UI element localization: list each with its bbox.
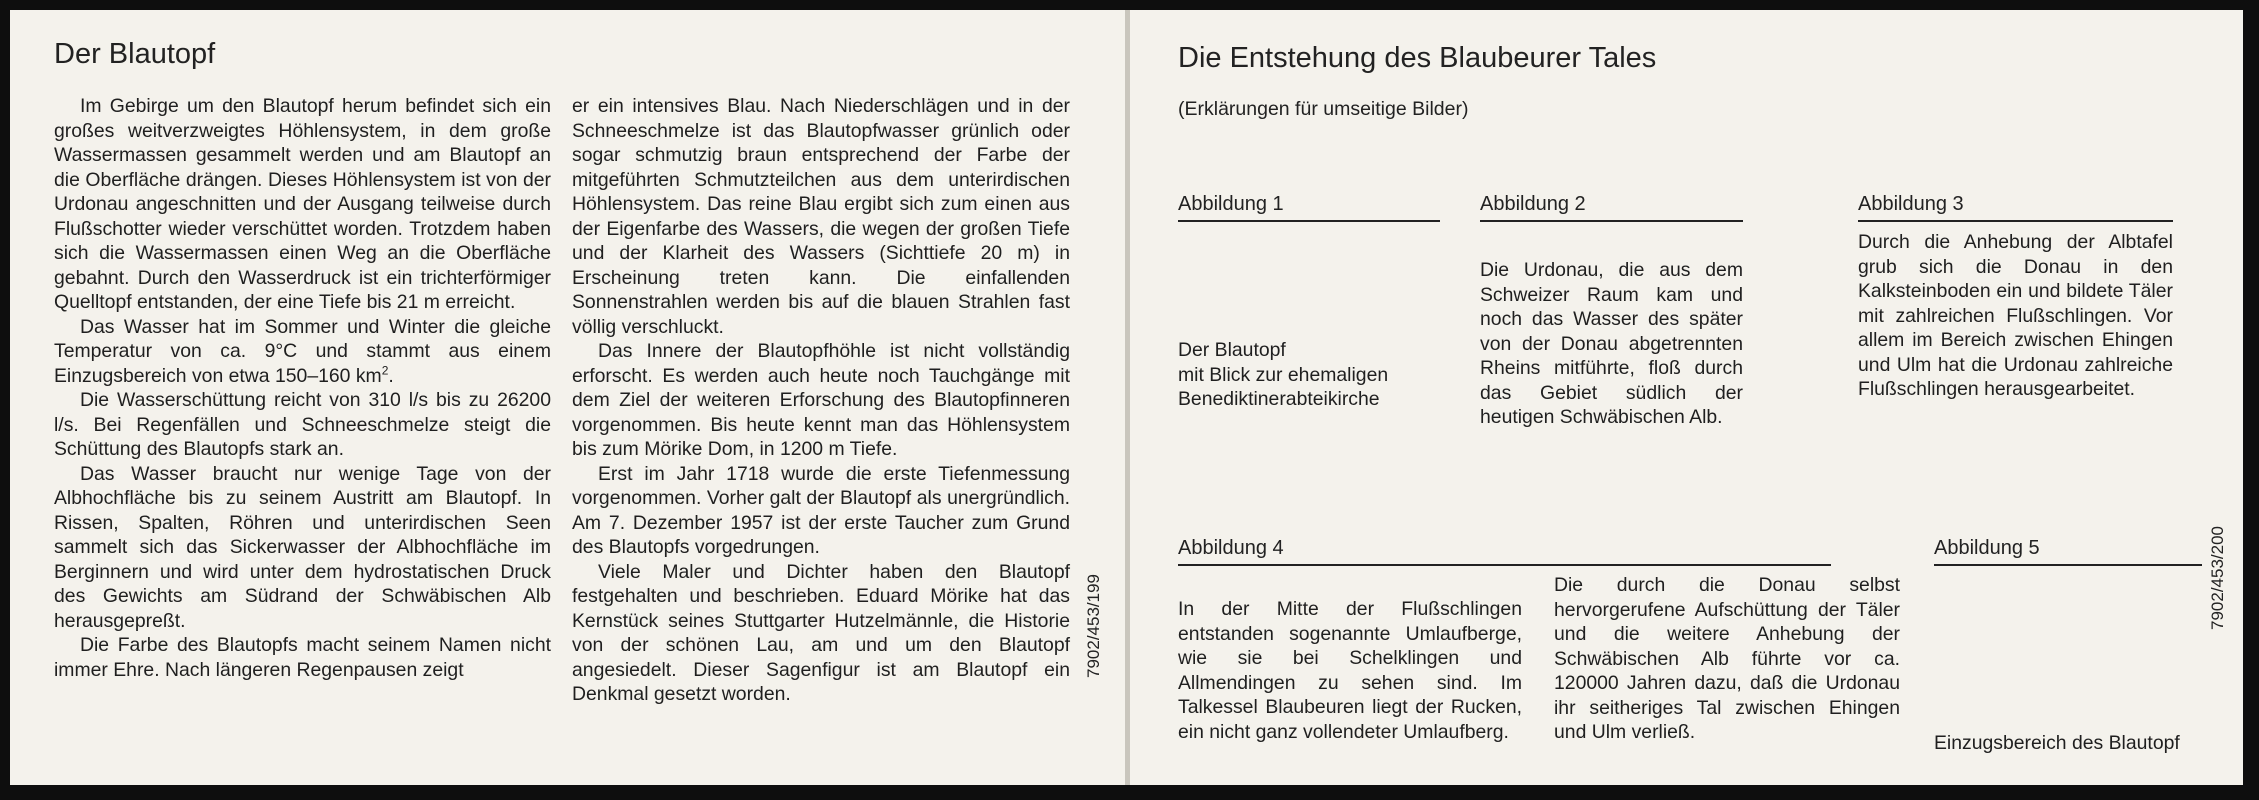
figure-2-caption: Die Urdonau, die aus dem Schweizer Raum kam und noch das Wasser des später von der Donau abgetrennten Rheins mitführte, floß durch das Gebiet südlich der heutigen Schwäbischen Alb. bbox=[1480, 259, 1743, 428]
paragraph: Viele Maler und Dichter haben den Blautopf festgehalten und beschrieben. Eduard Mörike hat das Kernstück seines Stuttgarter Hutzelmännle, die Historie von der schönen Lau, am und um den Blautopf angesiedelt. Dieser Sagenfigur ist am Blautopf ein Denkmal gesetzt worden. bbox=[572, 560, 1070, 705]
page-title: Der Blautopf bbox=[54, 38, 216, 70]
figure-5-caption: Einzugsbereich des Blautopf bbox=[1934, 732, 2180, 754]
figure-4-caption-continued: Die durch die Donau selbst hervorgerufene Aufschüttung der Täler und die weitere Anhebung der Schwäbischen Alb führte vor ca. 120000 Jahren dazu, daß die Urdonau ihr seitheriges Tal zwischen Ehingen und Ulm verließ. bbox=[1554, 574, 1900, 743]
figure-1-caption: Der Blautopf mit Blick zur ehemaligen Benediktinerabteikirche bbox=[1178, 339, 1389, 410]
page-subtitle: (Erklärungen für umseitige Bilder) bbox=[1178, 98, 1469, 120]
paragraph: Erst im Jahr 1718 wurde die erste Tiefenmessung vorgenommen. Vorher galt der Blautopf als unergründlich. Am 7. Dezember 1957 ist der erste Taucher zum Grund des Blautopfs vorgedrungen. bbox=[572, 462, 1070, 558]
figure-2-heading: Abbildung 2 bbox=[1480, 193, 1743, 222]
left-page bbox=[10, 10, 1125, 785]
right-page bbox=[1130, 10, 2243, 785]
paragraph: Im Gebirge um den Blautopf herum befindet sich ein großes weitverzweigtes Höhlensystem, in dem große Wassermassen gesammelt werden und am Blautopf an die Oberfläche drängen. Dieses Höhlensystem ist von der Urdonau angeschnitten und der Ausgang teilweise durch Flußschotter wieder verschüttet worden. Trotzdem haben sich die Wassermassen einen Weg an die Oberfläche gebahnt. Durch den Wasserdruck ist ein trichterförmiger Quelltopf entstanden, der eine Tiefe bis 21 m erreicht. bbox=[54, 95, 551, 313]
page-title: Die Entstehung des Blaubeurer Tales bbox=[1178, 42, 1657, 74]
text-column-1 bbox=[54, 94, 551, 682]
paragraph: Das Wasser braucht nur wenige Tage von der Albhochfläche bis zu seinem Austritt am Blautopf. In Rissen, Spalten, Röhren und unterirdischen Seen sammelt sich das Sickerwasser der Albhochfläche im Berginnern und wird unter dem hydrostatischen Druck des Gewichts am Südrand der Schwäbischen Alb herausgepreßt. bbox=[54, 462, 551, 632]
paragraph: Das Innere der Blautopfhöhle ist nicht vollständig erforscht. Es werden auch heute noch Tauchgänge mit dem Ziel der weiteren Erforschung des Blautopfinneren vorgenommen. Bis heute kennt man das Höhlensystem bis zum Mörike Dom, in 1200 m Tiefe. bbox=[572, 340, 1070, 460]
figure-4-heading: Abbildung 4 bbox=[1178, 537, 1831, 566]
paragraph: Die Farbe des Blautopfs macht seinem Namen nicht immer Ehre. Nach längeren Regenpausen zeigt bbox=[54, 634, 551, 681]
figure-1-heading: Abbildung 1 bbox=[1178, 193, 1440, 222]
paragraph: Die Wasserschüttung reicht von 310 l/s bis zu 26200 l/s. Bei Regenfällen und Schneeschmelze steigt die Schüttung des Blautopfs stark an. bbox=[54, 389, 551, 460]
figure-3-heading: Abbildung 3 bbox=[1858, 193, 2173, 222]
print-code: 7902/453/200 bbox=[2208, 526, 2227, 630]
figure-5-heading: Abbildung 5 bbox=[1934, 537, 2202, 566]
text-column-2 bbox=[572, 94, 1070, 707]
figure-3-caption: Durch die Anhebung der Albtafel grub sich die Donau in den Kalksteinboden ein und bildete Täler mit zahlreichen Flußschlingen. Vor allem im Bereich zwischen Ehingen und Ulm hat die Urdonau zahlreiche Flußschlingen herausgearbeitet. bbox=[1858, 231, 2173, 400]
paragraph: Das Wasser hat im Sommer und Winter die gleiche Temperatur von ca. 9°C und stammt aus einem Einzugsbereich von etwa 150–160 $km^2$. bbox=[54, 315, 551, 387]
paragraph: er ein intensives Blau. Nach Niederschlägen und in der Schneeschmelze ist das Blautopfwasser grünlich oder sogar schmutzig braun entsprechend der Farbe der mitgeführten Schmutzteilchen aus dem unterirdischen Höhlensystem. Das reine Blau ergibt sich zum einen aus der Eigenfarbe des Wassers, die wegen der großen Tiefe und der Klarheit des Wassers (Sichttiefe 20 m) in Erscheinung treten kann. Die einfallenden Sonnenstrahlen werden bis auf die blauen Strahlen fast völlig verschluckt. bbox=[572, 95, 1070, 338]
figure-4-caption: In der Mitte der Flußschlingen entstanden sogenannte Umlaufberge, wie sie bei Schelklingen und Allmendingen zu sehen sind. Im Talkessel Blaubeuren liegt der Rucken, ein nicht ganz vollendeter Umlaufberg. bbox=[1178, 598, 1522, 743]
print-code: 7902/453/199 bbox=[1084, 574, 1103, 678]
